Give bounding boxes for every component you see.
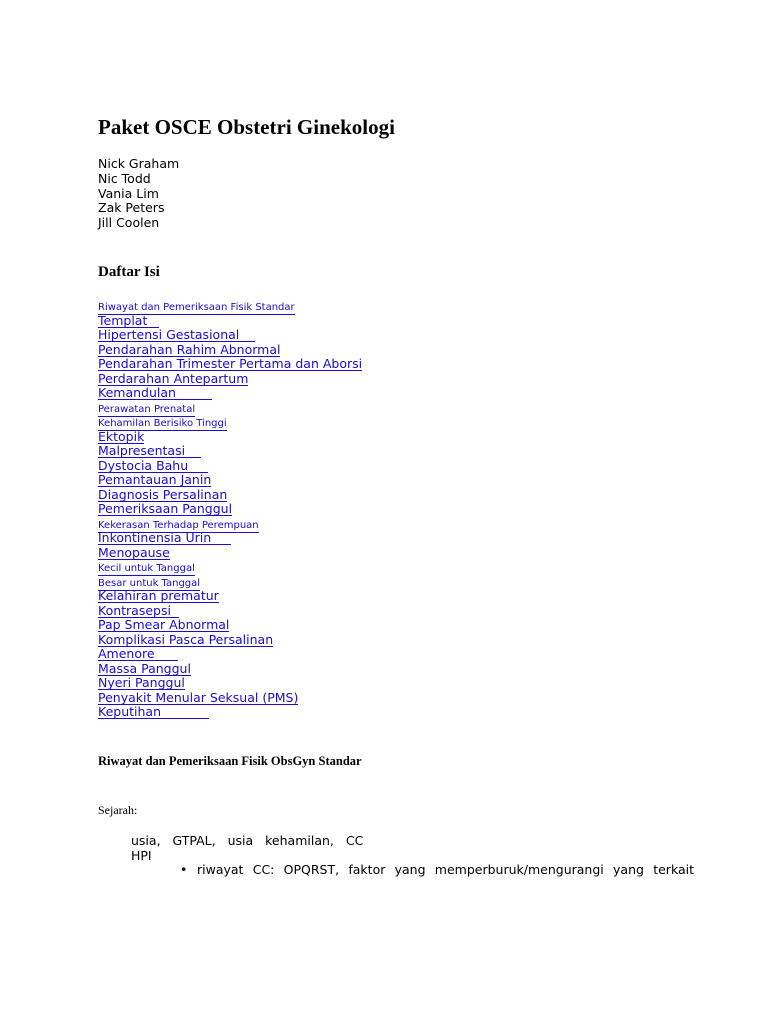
history-line: usia, GTPAL, usia kehamilan, CC bbox=[131, 833, 364, 848]
toc-link[interactable]: Pemeriksaan Panggul bbox=[98, 501, 233, 516]
toc-item bbox=[98, 371, 362, 386]
toc-link[interactable]: Perawatan Prenatal bbox=[98, 403, 196, 415]
toc-link[interactable]: Pemantauan Janin bbox=[98, 472, 212, 487]
toc-link[interactable]: Dystocia Bahu bbox=[98, 457, 209, 473]
toc-item bbox=[98, 690, 362, 705]
toc-item bbox=[98, 516, 362, 531]
toc-link[interactable]: Penyakit Menular Seksual (PMS) bbox=[98, 689, 299, 705]
toc-item bbox=[98, 603, 362, 618]
toc-link[interactable]: Hipertensi Gestasional bbox=[98, 327, 256, 342]
toc-item bbox=[98, 574, 362, 589]
toc-item bbox=[98, 487, 362, 502]
history-label: Sejarah: bbox=[98, 803, 138, 817]
toc-heading: Daftar Isi bbox=[98, 264, 160, 280]
list-item-text: riwayat CC: OPQRST, faktor yang memperburuk/mengurangi yang terkait bbox=[197, 862, 694, 877]
section-heading: Riwayat dan Pemeriksaan Fisik ObsGyn Standar bbox=[98, 754, 362, 768]
toc-item bbox=[98, 327, 362, 342]
toc-item bbox=[98, 472, 362, 487]
toc-item bbox=[98, 530, 362, 545]
toc-item bbox=[98, 545, 362, 560]
list-item bbox=[180, 862, 694, 877]
table-of-contents bbox=[98, 298, 362, 719]
hpi-bullet-list bbox=[180, 862, 694, 877]
toc-item bbox=[98, 588, 362, 603]
toc-link[interactable]: Kemandulan bbox=[98, 385, 212, 400]
toc-item bbox=[98, 458, 362, 473]
toc-item bbox=[98, 704, 362, 719]
toc-link[interactable]: Kelahiran prematur bbox=[98, 588, 219, 603]
toc-item bbox=[98, 342, 362, 357]
toc-item bbox=[98, 356, 362, 371]
toc-link[interactable]: Riwayat dan Pemeriksaan Fisik Standar bbox=[98, 302, 295, 313]
toc-link[interactable]: Amenore bbox=[98, 646, 179, 661]
toc-link[interactable]: Nyeri Panggul bbox=[98, 675, 185, 690]
toc-link[interactable]: Kehamilan Berisiko Tinggi bbox=[98, 418, 227, 429]
toc-link[interactable]: Komplikasi Pasca Persalinan bbox=[98, 631, 274, 647]
author-name: Vania Lim bbox=[98, 185, 159, 201]
toc-item bbox=[98, 443, 362, 458]
history-line: HPI bbox=[131, 847, 152, 863]
author-name: Nic Todd bbox=[98, 170, 151, 186]
toc-link[interactable]: Ektopik bbox=[98, 428, 145, 444]
toc-link[interactable]: Keputihan bbox=[98, 704, 209, 719]
toc-item bbox=[98, 414, 362, 429]
toc-link[interactable]: Diagnosis Persalinan bbox=[98, 486, 228, 502]
author-name: Zak Peters bbox=[98, 200, 165, 216]
toc-link[interactable]: Pendarahan Rahim Abnormal bbox=[98, 341, 281, 357]
toc-link[interactable]: Besar untuk Tanggal bbox=[98, 577, 201, 589]
toc-item bbox=[98, 501, 362, 516]
toc-link[interactable]: Pendarahan Trimester Pertama dan Aborsi bbox=[98, 356, 363, 371]
history-block bbox=[131, 834, 363, 863]
bullet-icon: • bbox=[180, 862, 188, 877]
toc-item bbox=[98, 661, 362, 676]
toc-link[interactable]: Malpresentasi bbox=[98, 443, 201, 458]
toc-link[interactable]: Perdarahan Antepartum bbox=[98, 370, 249, 386]
author-list bbox=[98, 157, 179, 231]
toc-link[interactable]: Templat bbox=[98, 312, 160, 328]
toc-link[interactable]: Kekerasan Terhadap Perempuan bbox=[98, 519, 259, 531]
toc-item bbox=[98, 429, 362, 444]
toc-item bbox=[98, 298, 362, 313]
toc-item bbox=[98, 385, 362, 400]
toc-item bbox=[98, 559, 362, 574]
document-title: Paket OSCE Obstetri Ginekologi bbox=[98, 115, 395, 139]
toc-link[interactable]: Kontrasepsi bbox=[98, 602, 179, 618]
toc-item bbox=[98, 632, 362, 647]
toc-item bbox=[98, 617, 362, 632]
toc-link[interactable]: Pap Smear Abnormal bbox=[98, 617, 230, 632]
toc-item bbox=[98, 646, 362, 661]
toc-item bbox=[98, 400, 362, 415]
toc-link[interactable]: Inkontinensia Urin bbox=[98, 530, 232, 545]
toc-link[interactable]: Kecil untuk Tanggal bbox=[98, 563, 195, 574]
toc-item bbox=[98, 675, 362, 690]
author-name: Jill Coolen bbox=[98, 215, 160, 231]
toc-link[interactable]: Menopause bbox=[98, 544, 170, 560]
toc-link[interactable]: Massa Panggul bbox=[98, 660, 191, 676]
author-name: Nick Graham bbox=[98, 156, 180, 171]
